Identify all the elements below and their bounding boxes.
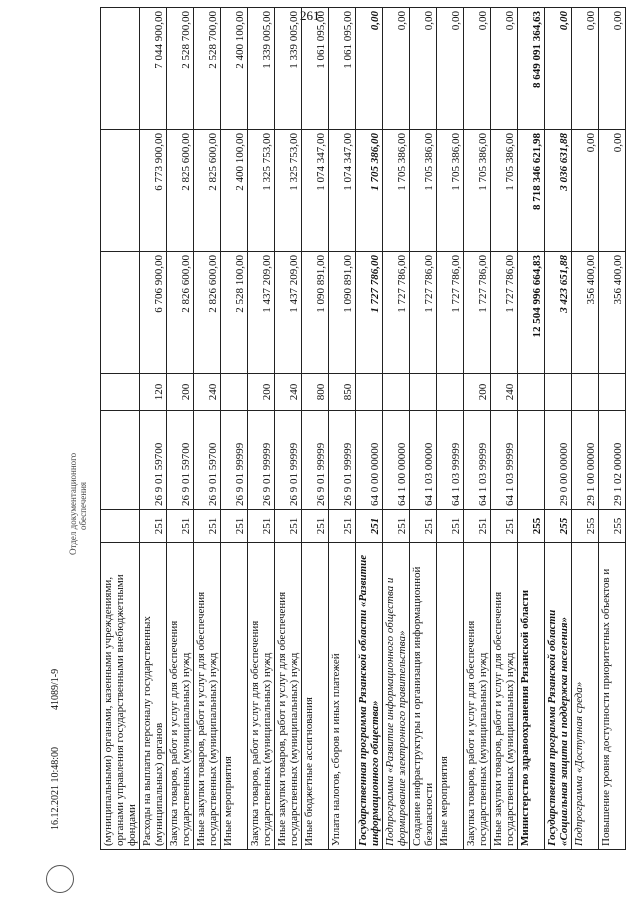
table-row — [491, 8, 518, 850]
row-value-2024: 0,00 — [464, 8, 491, 130]
row-expense-type — [101, 374, 140, 411]
page-footer — [30, 30, 100, 850]
row-name: Уплата налогов, сборов и иных платежей — [329, 543, 356, 850]
row-target-code: 26 9 01 59700 — [167, 411, 194, 510]
row-target-code: 26 9 01 99999 — [302, 411, 329, 510]
row-name: Подпрограмма «Развитие информационного общества и формирование электронного правительства» — [383, 543, 410, 850]
table-row — [383, 8, 410, 850]
row-target-code: 64 1 03 99999 — [491, 411, 518, 510]
row-value-2022: 6 706 900,00 — [140, 252, 167, 374]
row-value-2022: 2 826 600,00 — [167, 252, 194, 374]
row-ministry-code: 251 — [140, 510, 167, 543]
row-value-2023: 8 718 346 621,98 — [518, 130, 545, 252]
row-value-2022: 1 727 786,00 — [410, 252, 437, 374]
page-number: 261 — [300, 8, 320, 23]
row-value-2024: 1 339 005,00 — [275, 8, 302, 130]
row-target-code: 64 1 03 99999 — [437, 411, 464, 510]
row-value-2023: 3 036 631,88 — [545, 130, 572, 252]
row-value-2022: 356 400,00 — [572, 252, 599, 374]
row-ministry-code: 251 — [356, 510, 383, 543]
row-ministry-code: 255 — [545, 510, 572, 543]
row-name: Расходы на выплаты персоналу государственных (муниципальных) органов — [140, 543, 167, 850]
row-expense-type — [545, 374, 572, 411]
row-value-2022: 1 090 891,00 — [329, 252, 356, 374]
row-ministry-code: 251 — [410, 510, 437, 543]
row-name: Подпрограмма «Доступная среда» — [572, 543, 599, 850]
footer-doc-code: 41089/1-9 — [50, 668, 61, 710]
row-target-code: 29 1 00 00000 — [572, 411, 599, 510]
row-target-code: 64 1 03 99999 — [464, 411, 491, 510]
row-value-2022: 1 727 786,00 — [464, 252, 491, 374]
row-value-2023: 1 705 386,00 — [410, 130, 437, 252]
table-row — [101, 8, 140, 850]
row-value-2023: 6 773 900,00 — [140, 130, 167, 252]
row-expense-type: 200 — [167, 374, 194, 411]
row-value-2024: 0,00 — [410, 8, 437, 130]
table-row — [329, 8, 356, 850]
row-expense-type — [572, 374, 599, 411]
row-name: (муниципальными) органами, казенными учреждениями, органами управления государственными внебюджетными фондами — [101, 543, 140, 850]
row-target-code: 64 1 00 00000 — [383, 411, 410, 510]
budget-table — [100, 7, 626, 850]
row-expense-type: 200 — [464, 374, 491, 411]
row-value-2023: 1 705 386,00 — [437, 130, 464, 252]
row-name: Закупка товаров, работ и услуг для обеспечения государственных (муниципальных) нужд — [464, 543, 491, 850]
row-expense-type: 240 — [275, 374, 302, 411]
row-target-code: 26 9 01 59700 — [194, 411, 221, 510]
row-name: Закупка товаров, работ и услуг для обеспечения государственных (муниципальных) нужд — [248, 543, 275, 850]
row-ministry-code: 251 — [221, 510, 248, 543]
row-value-2024: 7 044 900,00 — [140, 8, 167, 130]
row-name: Государственная программа Рязанской области «Развитие информационного общества» — [356, 543, 383, 850]
row-name: Иные закупки товаров, работ и услуг для обеспечения государственных (муниципальных) нужд — [275, 543, 302, 850]
row-value-2024: 0,00 — [545, 8, 572, 130]
row-value-2024: 0,00 — [437, 8, 464, 130]
row-name: Иные бюджетные ассигнования — [302, 543, 329, 850]
row-name: Министерство здравоохранения Рязанской области — [518, 543, 545, 850]
row-expense-type — [356, 374, 383, 411]
table-row — [221, 8, 248, 850]
row-value-2022: 1 727 786,00 — [437, 252, 464, 374]
row-ministry-code: 251 — [275, 510, 302, 543]
row-expense-type: 850 — [329, 374, 356, 411]
row-value-2022: 3 423 651,88 — [545, 252, 572, 374]
row-value-2024: 2 400 100,00 — [221, 8, 248, 130]
row-expense-type — [383, 374, 410, 411]
row-value-2023: 0,00 — [599, 130, 626, 252]
table-row — [437, 8, 464, 850]
row-expense-type: 200 — [248, 374, 275, 411]
row-name: Иные мероприятия — [437, 543, 464, 850]
row-value-2024: 1 339 005,00 — [248, 8, 275, 130]
row-target-code: 26 9 01 99999 — [275, 411, 302, 510]
row-value-2023: 1 325 753,00 — [248, 130, 275, 252]
row-ministry-code — [101, 510, 140, 543]
row-ministry-code: 251 — [464, 510, 491, 543]
row-ministry-code: 251 — [383, 510, 410, 543]
row-expense-type — [518, 374, 545, 411]
row-value-2024: 0,00 — [356, 8, 383, 130]
emblem-icon — [46, 865, 74, 893]
row-value-2022 — [101, 252, 140, 374]
row-value-2024: 1 061 095,00 — [329, 8, 356, 130]
table-row — [518, 8, 545, 850]
row-ministry-code: 251 — [302, 510, 329, 543]
row-target-code — [518, 411, 545, 510]
table-row — [302, 8, 329, 850]
row-ministry-code: 255 — [518, 510, 545, 543]
row-ministry-code: 251 — [329, 510, 356, 543]
row-ministry-code: 255 — [572, 510, 599, 543]
table-row — [248, 8, 275, 850]
row-value-2022: 356 400,00 — [599, 252, 626, 374]
row-target-code: 29 0 00 00000 — [545, 411, 572, 510]
row-value-2024: 0,00 — [491, 8, 518, 130]
stamp-line-2: обеспечения — [78, 481, 88, 530]
footer-datetime: 16.12.2021 10:48:00 — [50, 746, 61, 830]
row-target-code: 29 1 02 00000 — [599, 411, 626, 510]
table-row — [572, 8, 599, 850]
row-value-2024: 1 061 095,00 — [302, 8, 329, 130]
row-expense-type — [437, 374, 464, 411]
row-value-2024: 0,00 — [572, 8, 599, 130]
row-value-2024: 2 528 700,00 — [167, 8, 194, 130]
stamp-line-1: Отдел документационного — [68, 452, 78, 555]
row-name: Иные мероприятия — [221, 543, 248, 850]
row-expense-type: 120 — [140, 374, 167, 411]
row-value-2023: 2 825 600,00 — [194, 130, 221, 252]
row-name: Иные закупки товаров, работ и услуг для обеспечения государственных (муниципальных) нужд — [491, 543, 518, 850]
row-ministry-code: 251 — [491, 510, 518, 543]
row-value-2023 — [101, 130, 140, 252]
row-value-2023: 2 400 100,00 — [221, 130, 248, 252]
row-value-2022: 1 727 786,00 — [356, 252, 383, 374]
row-value-2022: 1 437 209,00 — [248, 252, 275, 374]
row-value-2022: 1 727 786,00 — [491, 252, 518, 374]
row-target-code: 64 1 03 00000 — [410, 411, 437, 510]
row-expense-type — [221, 374, 248, 411]
row-value-2023: 1 325 753,00 — [275, 130, 302, 252]
row-name: Иные закупки товаров, работ и услуг для обеспечения государственных (муниципальных) нужд — [194, 543, 221, 850]
row-ministry-code: 255 — [599, 510, 626, 543]
table-row — [356, 8, 383, 850]
row-value-2024: 8 649 091 364,63 — [518, 8, 545, 130]
row-name: Создание инфраструктуры и организация информационной безопасности — [410, 543, 437, 850]
row-ministry-code: 251 — [437, 510, 464, 543]
row-target-code: 26 9 01 99999 — [329, 411, 356, 510]
row-value-2023: 1 705 386,00 — [464, 130, 491, 252]
row-value-2023: 1 705 386,00 — [356, 130, 383, 252]
row-value-2022: 12 504 996 664,83 — [518, 252, 545, 374]
row-value-2024: 0,00 — [383, 8, 410, 130]
row-name: Повышение уровня доступности приоритетных объектов и — [599, 543, 626, 850]
row-target-code: 64 0 00 00000 — [356, 411, 383, 510]
row-value-2023: 1 074 347,00 — [302, 130, 329, 252]
row-value-2022: 1 090 891,00 — [302, 252, 329, 374]
row-value-2023: 1 705 386,00 — [383, 130, 410, 252]
row-value-2022: 1 727 786,00 — [383, 252, 410, 374]
table-row — [275, 8, 302, 850]
table-row — [140, 8, 167, 850]
row-value-2023: 0,00 — [572, 130, 599, 252]
row-target-code: 26 9 01 99999 — [221, 411, 248, 510]
row-value-2023: 1 705 386,00 — [491, 130, 518, 252]
row-value-2023: 1 074 347,00 — [329, 130, 356, 252]
row-name: Государственная программа Рязанской области «Социальная защита и поддержка населения» — [545, 543, 572, 850]
table-row — [410, 8, 437, 850]
row-value-2024: 2 528 700,00 — [194, 8, 221, 130]
row-target-code: 26 9 01 99999 — [248, 411, 275, 510]
row-value-2022: 2 528 100,00 — [221, 252, 248, 374]
table-row — [545, 8, 572, 850]
row-target-code: 26 9 01 59700 — [140, 411, 167, 510]
row-value-2022: 2 826 600,00 — [194, 252, 221, 374]
row-expense-type — [599, 374, 626, 411]
row-expense-type: 240 — [194, 374, 221, 411]
row-value-2022: 1 437 209,00 — [275, 252, 302, 374]
row-value-2024: 0,00 — [599, 8, 626, 130]
row-ministry-code: 251 — [167, 510, 194, 543]
row-expense-type — [410, 374, 437, 411]
row-name: Закупка товаров, работ и услуг для обеспечения государственных (муниципальных) нужд — [167, 543, 194, 850]
row-expense-type: 240 — [491, 374, 518, 411]
row-value-2024 — [101, 8, 140, 130]
row-value-2023: 2 825 600,00 — [167, 130, 194, 252]
table-row — [167, 8, 194, 850]
table-row — [464, 8, 491, 850]
row-ministry-code: 251 — [248, 510, 275, 543]
table-row — [599, 8, 626, 850]
table-row — [194, 8, 221, 850]
row-target-code — [101, 411, 140, 510]
row-expense-type: 800 — [302, 374, 329, 411]
row-ministry-code: 251 — [194, 510, 221, 543]
